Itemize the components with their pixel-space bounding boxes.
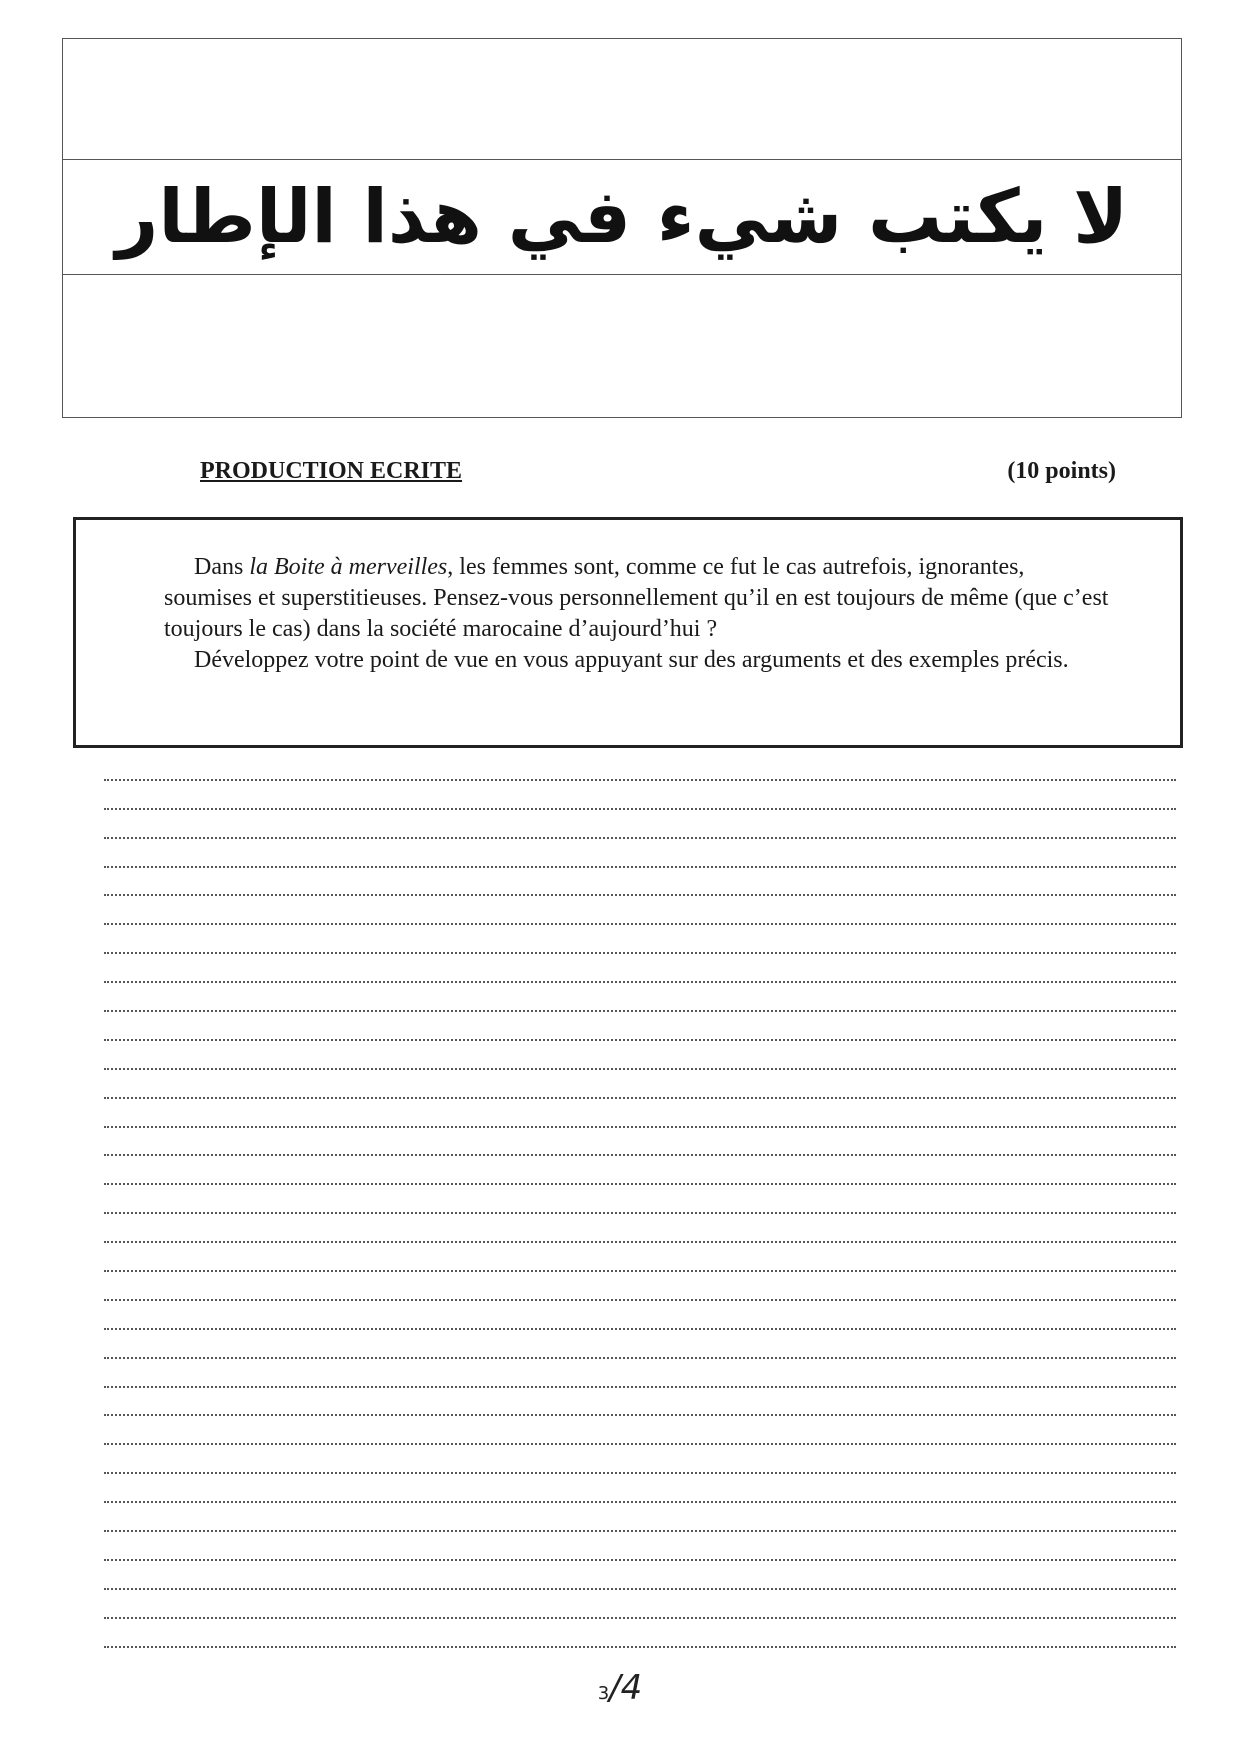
answer-line[interactable] xyxy=(104,983,1176,1012)
prompt-paragraph-2: Développez votre point de vue en vous appuyant sur des arguments et des exemples précis. xyxy=(194,647,1069,673)
answer-line[interactable] xyxy=(104,896,1176,925)
answer-line[interactable] xyxy=(104,1532,1176,1561)
prompt-text-rest: , les femmes sont, comme ce fut le cas autrefois, ignorantes, soumises et superstitieuses. Pensez-vous personnellement qu’il en est toujours de même (que c’est toujours le cas) dans la société marocaine d’aujourd’hui ? xyxy=(164,554,1109,642)
answer-line[interactable] xyxy=(104,1503,1176,1532)
answer-line[interactable] xyxy=(104,1388,1176,1417)
prompt-box xyxy=(73,517,1183,748)
page-current: 3 xyxy=(597,1683,610,1704)
answer-line[interactable] xyxy=(104,868,1176,897)
answer-line[interactable] xyxy=(104,1012,1176,1041)
answer-line[interactable] xyxy=(104,1359,1176,1388)
prompt-text-start: Dans xyxy=(194,554,250,580)
answer-line[interactable] xyxy=(104,1214,1176,1243)
answer-line[interactable] xyxy=(104,1041,1176,1070)
do-not-write-frame xyxy=(62,38,1182,418)
do-not-write-notice: لا يكتب شيء في هذا الإطار xyxy=(115,174,1129,260)
answer-line[interactable] xyxy=(104,1243,1176,1272)
answer-line[interactable] xyxy=(104,1330,1176,1359)
answer-line[interactable] xyxy=(104,839,1176,868)
answer-line[interactable] xyxy=(104,954,1176,983)
answer-line[interactable] xyxy=(104,1070,1176,1099)
answer-line[interactable] xyxy=(104,752,1176,781)
answer-line[interactable] xyxy=(104,1619,1176,1648)
section-title: PRODUCTION ECRITE xyxy=(200,458,463,484)
answer-line[interactable] xyxy=(104,1301,1176,1330)
answer-line[interactable] xyxy=(104,1474,1176,1503)
answer-line[interactable] xyxy=(104,781,1176,810)
answer-area[interactable] xyxy=(104,752,1176,1648)
answer-line[interactable] xyxy=(104,1185,1176,1214)
prompt-paragraph-1 xyxy=(164,552,1110,645)
answer-line[interactable] xyxy=(104,1128,1176,1157)
answer-line[interactable] xyxy=(104,810,1176,839)
answer-line[interactable] xyxy=(104,1416,1176,1445)
points-label: (10 points) xyxy=(1007,458,1116,484)
page-total: /4 xyxy=(609,1668,643,1708)
page-number xyxy=(0,1668,1240,1708)
answer-line[interactable] xyxy=(104,1590,1176,1619)
answer-line[interactable] xyxy=(104,1561,1176,1590)
answer-line[interactable] xyxy=(104,1272,1176,1301)
answer-line[interactable] xyxy=(104,925,1176,954)
header-band xyxy=(63,159,1181,275)
answer-line[interactable] xyxy=(104,1445,1176,1474)
answer-line[interactable] xyxy=(104,1099,1176,1128)
answer-line[interactable] xyxy=(104,1156,1176,1185)
book-title: la Boite à merveilles xyxy=(249,554,448,580)
